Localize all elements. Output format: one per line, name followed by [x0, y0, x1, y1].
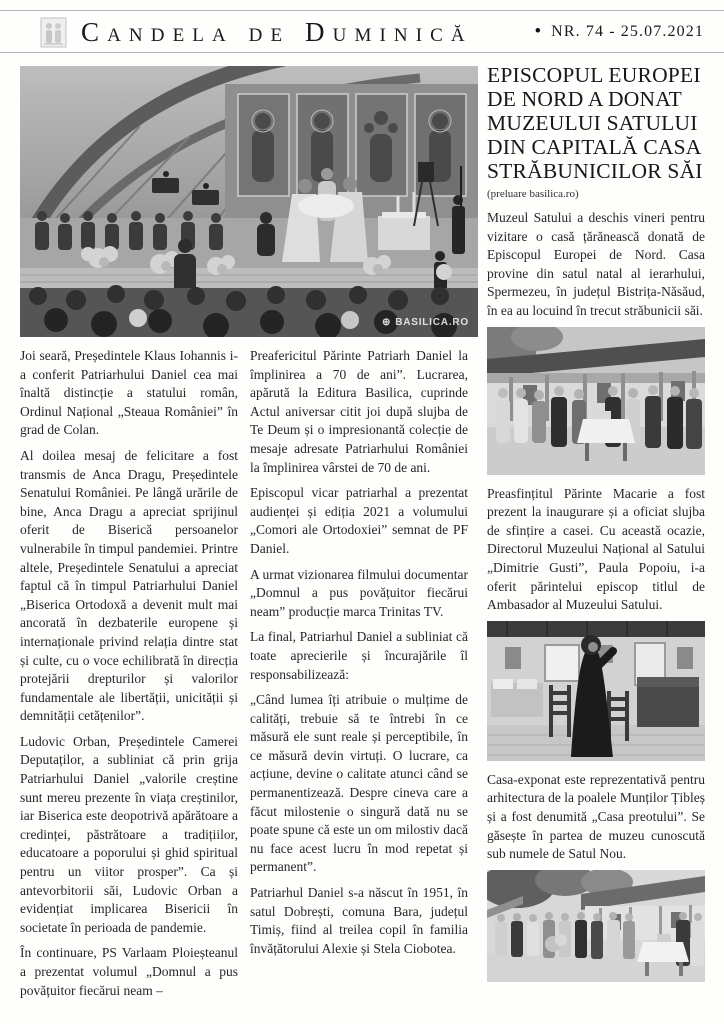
main-photo [20, 66, 478, 337]
paragraph: A urmat vizionarea filmului documentar „Domnul a pus povățuitor fiecărui neam” producție marca Trinitas TV. [250, 566, 468, 619]
issue-number-date: NR. 74 - 25.07.2021 [551, 23, 704, 40]
paragraph: Patriarhul Daniel s-a născut în 1951, în satul Dobrești, comuna Bara, județul Timiș, fiind al treilea copil în familia învățătorului Alexie și Stela Ciobotea. [250, 885, 468, 956]
paragraph: La final, Patriarhul Daniel a subliniat că toate aprecierile și încurajările îl responsabilizează: [250, 629, 468, 682]
article-column-right [487, 63, 705, 992]
paragraph: Muzeul Satului a deschis vineri pentru vizitare o casă țărănească donată de Episcopul Europei de Nord. Casa provine din satul natal al ierarhului, Spermezeu, în județul Bistrița-Năsăud, în ea au locuind în trecut străbunicii săi. [487, 210, 705, 318]
photo-group-outdoors [487, 870, 705, 982]
paragraph: Casa-exponat este reprezentativă pentru arhitectura de la poalele Munților Țibleș și a fost denumită „Casa preotului”. Se găsește în partea de muzeu cunoscută sub numele de Satul Nou. [487, 771, 705, 862]
photo-watermark [382, 317, 469, 328]
source-credit: (preluare basilica.ro) [487, 188, 579, 200]
photo-house-interior [487, 621, 705, 761]
title-separator-dot: • [534, 21, 542, 42]
article-column-left [20, 347, 238, 1007]
watermark-text: BASILICA.RO [395, 317, 469, 328]
paragraph: În continuare, PS Varlaam Ploieșteanul a prezentat volumul „Domnul a pus povățuitor fiecărui neam – [20, 945, 238, 998]
article-column-middle [250, 347, 468, 965]
paragraph: Episcopul vicar patriarhal a prezentat audienței și ediția 2021 a volumului „Comori ale Ortodoxiei” semnat de PF Daniel. [250, 485, 468, 556]
paragraph: „Când lumea îți atribuie o mulțime de calități, trebuie să te întrebi în ce măsură ele sunt reale și perceptibile, în ce măsură devin virtuți. O lucrare, ca acțiune, devine o calitate atunci când se permanentizează. Despre cineva care a făcut milostenie o singură dată nu se poate spune că este un om milostiv dacă nu face acest lucru în mod repetat și permanent”. [250, 692, 468, 875]
masthead-emblem-icon [40, 17, 67, 48]
header-top-rule [0, 10, 724, 11]
paragraph: Al doilea mesaj de felicitare a fost transmis de Anca Dragu, Președintele Senatului României. Pe lângă urările de bine, Anca Dragu a apreciat sprijinul oferit de Biserică persoanelor vulnerabile în timpul pandemiei. Printre altele, Președintele Senatului a apreciat faptul că în timpul Patriarhului Daniel „Biserica Ortodoxă a devenit mult mai ancorată în dezbaterile europene și internaționale privind relația dintre stat și culte, cu o voce echilibrată în direcția protejării drepturilor și valorilor fundamentale ale libertății, unicității și demnității cetățenilor”. [20, 447, 238, 724]
publication-title: Candela de Duminică [81, 16, 473, 47]
basilica-logo-icon: ⊕ [382, 317, 392, 328]
paragraph: Ludovic Orban, Președintele Camerei Deputaților, a subliniat că prin grija Patriarhului Daniel „valorile creștine sunt mereu prezente în viața creștinilor, iar Biserica este deopotrivă apărătoare a credinței, păstrătoare a tradițiilor, educatoare a poporului și ghid spiritual pentru un viitor prosper”. Ca și antevorbitorii săi, Ludovic Orban a evidențiat implicarea Bisericii în societate în perioada de pandemie. [20, 733, 238, 935]
main-photo-illustration [20, 66, 478, 337]
paragraph: Joi seară, Președintele Klaus Iohannis i-a conferit Patriarhului Daniel cea mai înaltă distincție a statului român, Ordinul Național „Steaua României” în grad de Colan. [20, 348, 238, 438]
right-article-headline: EPISCOPUL EUROPEI DE NORD A DONAT MUZEULUI SATULUI DIN CAPITALĂ CASA STRĂBUNICILOR SĂI [487, 63, 703, 183]
paragraph: Preasfințitul Părinte Macarie a fost prezent la inaugurare și a oficiat slujba de sfințire a casei. Cu această ocazie, Directorul Muzeului Național al Satului „Dimitrie Gusti”, Paula Popoiu, i-a oferit părintelui episcop titlul de Ambasador al Muzeului Satului. [487, 485, 705, 613]
masthead [40, 14, 704, 50]
photo-house-blessing [487, 327, 705, 475]
paragraph: Preafericitul Părinte Patriarh Daniel la împlinirea a 70 de ani”. Lucrarea, apărută la Editura Basilica, cuprinde Actul aniversar citit joi după slujba de Te Deum și o impresionantă colecție de mesaje adresate Patriarhului României la împlinirea vârstei de 70 de ani. [250, 348, 468, 475]
header-bottom-rule [0, 52, 724, 53]
